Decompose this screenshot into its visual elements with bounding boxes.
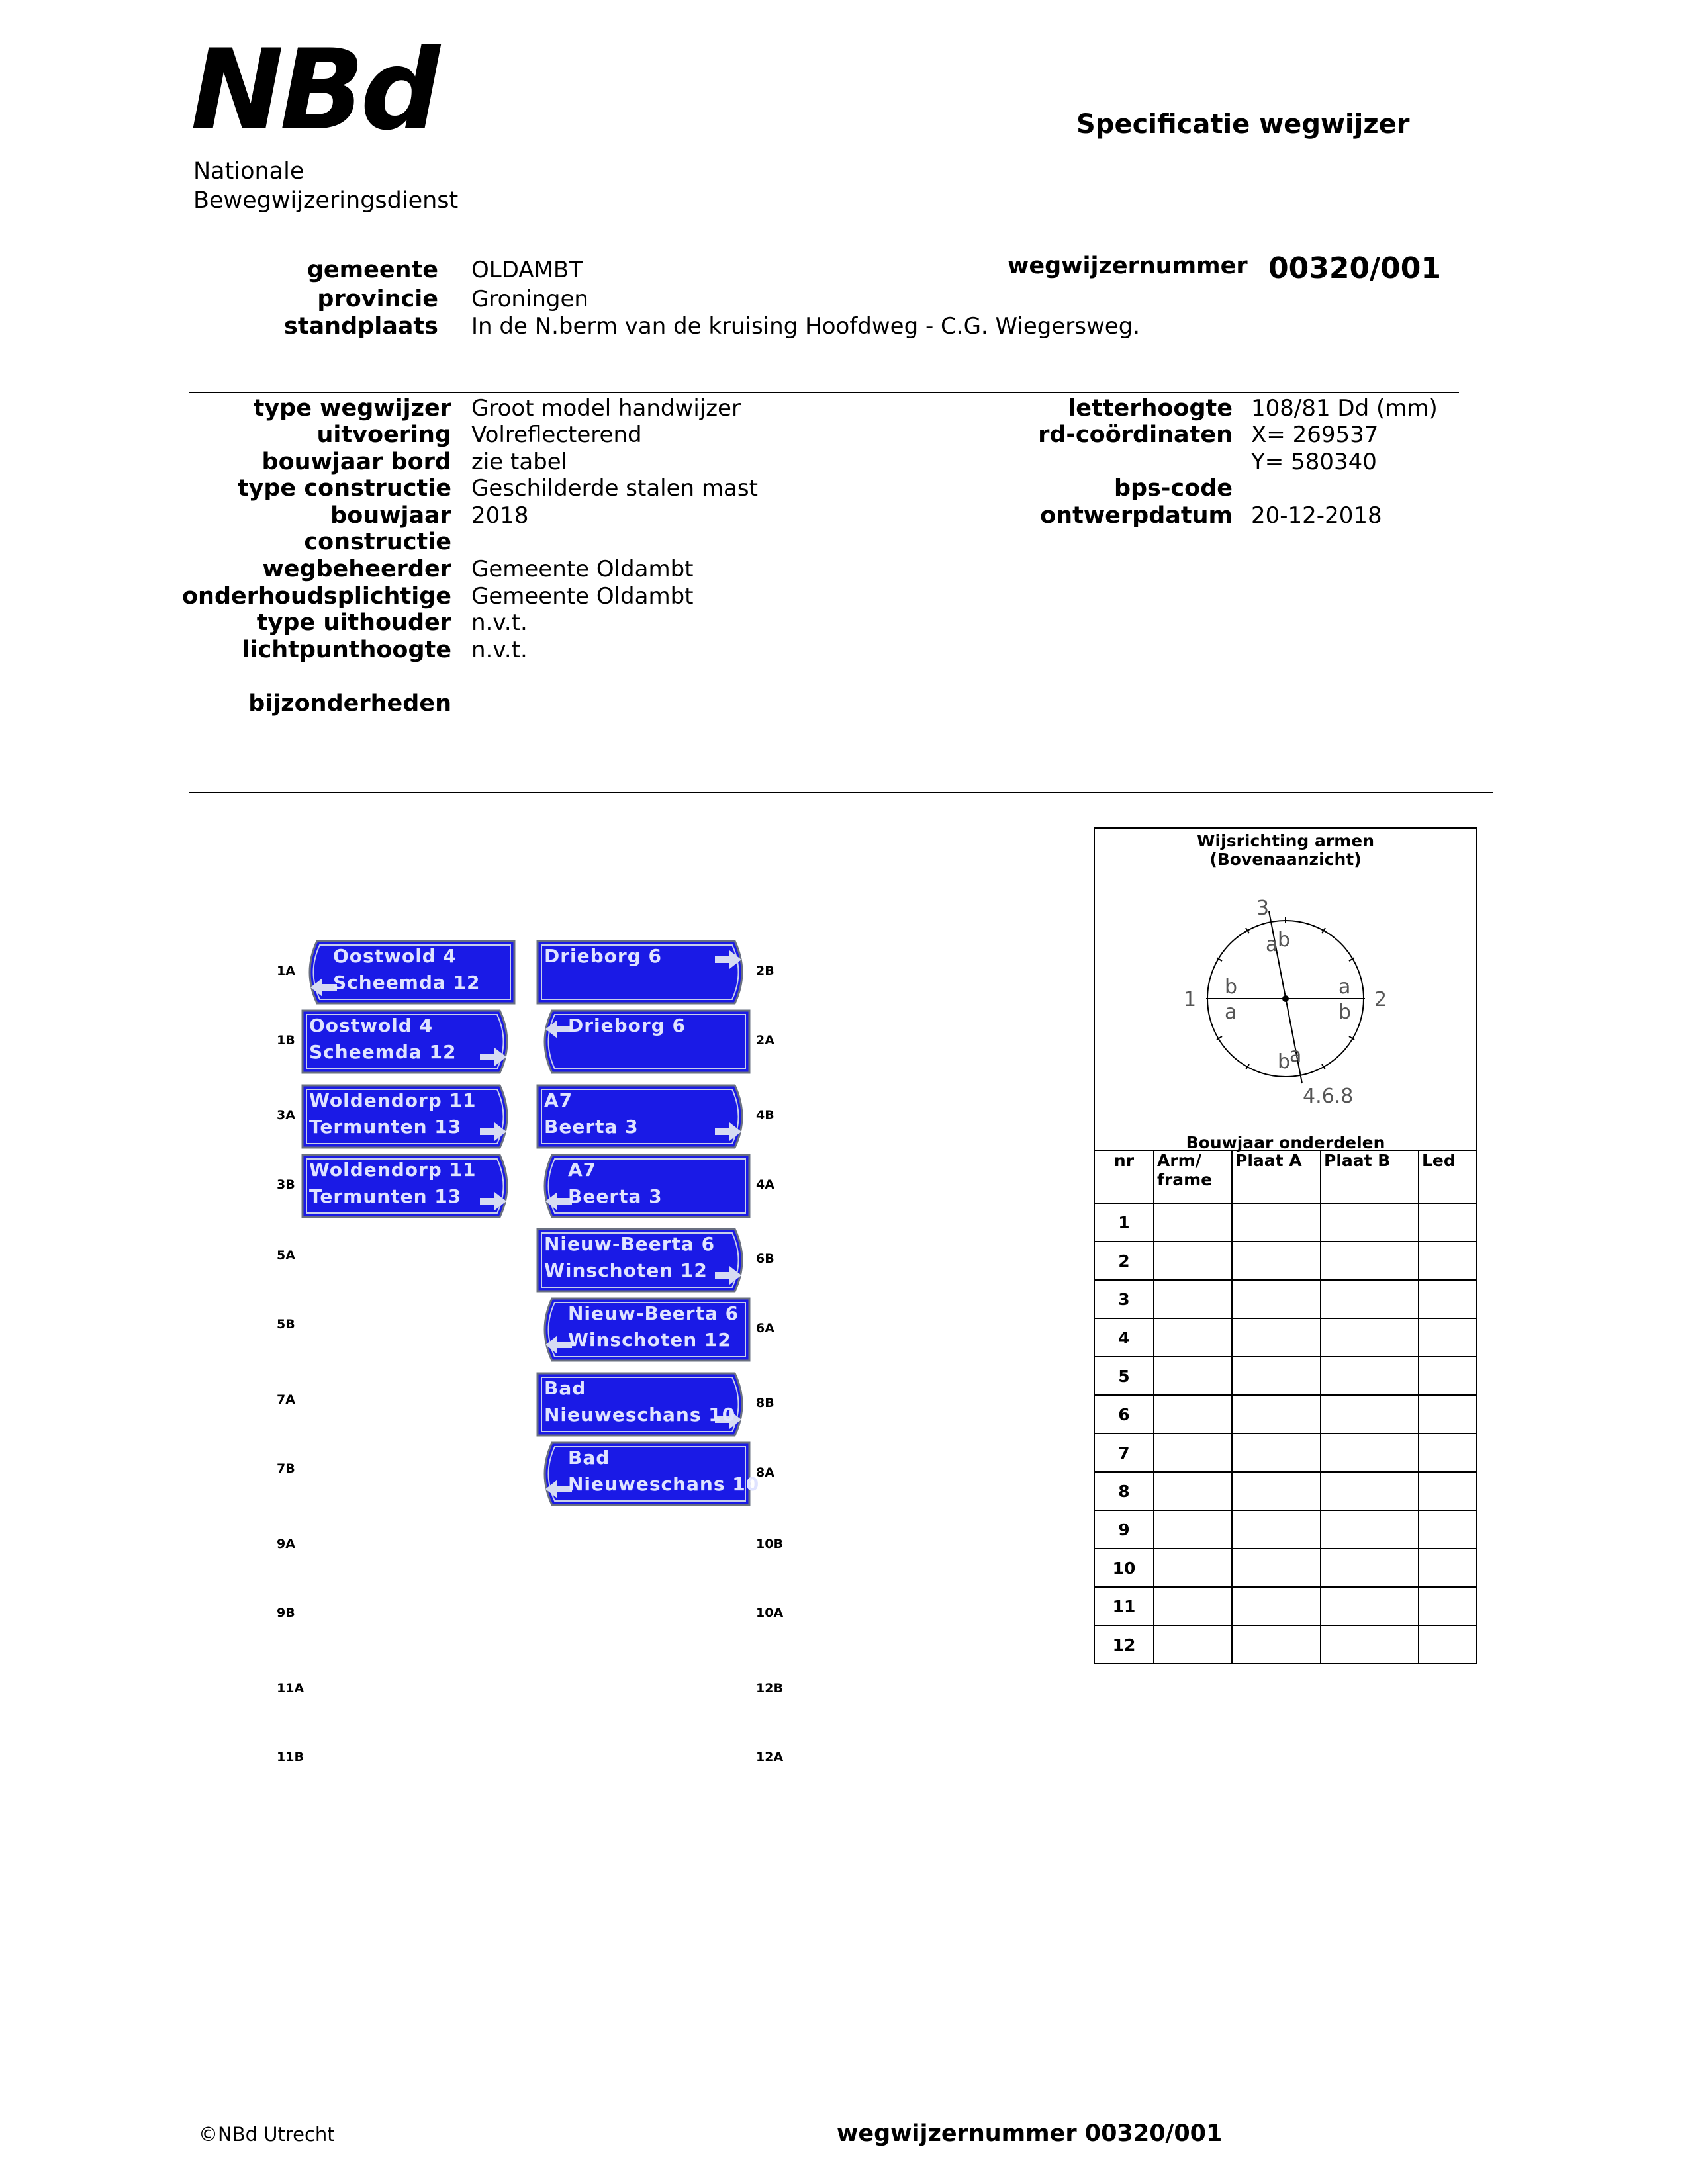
bouwjaar-bord-label: bouwjaar bord — [261, 449, 451, 475]
sign-2a — [536, 1009, 751, 1074]
bps-code-label: bps-code — [1113, 475, 1233, 502]
onderhoudsplichtige-label: onderhoudsplichtige — [181, 583, 451, 610]
sign-line-2: Nieuweschans 10 — [544, 1404, 736, 1426]
document-title: Specificatie wegwijzer — [1076, 109, 1410, 140]
onderhoudsplichtige-value: Gemeente Oldambt — [471, 583, 694, 610]
sign-label-1b: 1B — [277, 1033, 295, 1048]
plaat-b-cell — [1321, 1472, 1419, 1510]
bouwjaar-constructie-label-2: constructie — [304, 529, 451, 555]
arm-frame-cell — [1154, 1510, 1232, 1549]
compass-4b: b — [1278, 1050, 1291, 1073]
slot-label-9b: 9B — [277, 1606, 295, 1620]
compass-arm-468: 4.6.8 — [1303, 1085, 1354, 1108]
arm-frame-cell — [1154, 1625, 1232, 1664]
th-arm-frame: Arm/ frame — [1154, 1150, 1232, 1203]
arm-frame-cell — [1154, 1318, 1232, 1357]
th-plaat-b: Plaat B — [1321, 1150, 1419, 1203]
arm-frame-cell — [1154, 1203, 1232, 1242]
slot-label-11b: 11B — [277, 1750, 304, 1764]
sign-label-2b: 2B — [756, 964, 774, 978]
plaat-b-cell — [1321, 1318, 1419, 1357]
sign-4b — [536, 1084, 751, 1149]
led-cell — [1419, 1280, 1477, 1318]
sign-6a — [536, 1297, 751, 1362]
plaat-a-cell — [1232, 1433, 1321, 1472]
sign-line-2: Winschoten 12 — [544, 1259, 708, 1281]
arm-frame-cell — [1154, 1357, 1232, 1395]
arm-frame-cell — [1154, 1587, 1232, 1625]
wegwijzernummer-label: wegwijzernummer — [1008, 253, 1248, 279]
bouwjaar-row — [1094, 1318, 1477, 1357]
sign-line-2: Winschoten 12 — [568, 1329, 731, 1351]
logo-line2: Bewegwijzeringsdienst — [193, 187, 459, 214]
sign-line-1: Woldendorp 11 — [309, 1089, 477, 1111]
provincie-value: Groningen — [471, 286, 588, 312]
sign-line-2: Beerta 3 — [544, 1116, 639, 1138]
compass-3b: b — [1278, 929, 1291, 952]
sign-line-1: Nieuw-Beerta 6 — [544, 1233, 716, 1255]
plaat-a-cell — [1232, 1510, 1321, 1549]
wegbeheerder-value: Gemeente Oldambt — [471, 556, 694, 582]
led-cell — [1419, 1625, 1477, 1664]
type-wegwijzer-value: Groot model handwijzer — [471, 395, 741, 422]
slot-label-7a: 7A — [277, 1392, 295, 1407]
type-constructie-value: Geschilderde stalen mast — [471, 475, 758, 502]
plaat-b-cell — [1321, 1549, 1419, 1587]
sign-3b — [301, 1154, 516, 1218]
led-cell — [1419, 1587, 1477, 1625]
slot-label-5b: 5B — [277, 1317, 295, 1332]
bouwjaar-row — [1094, 1280, 1477, 1318]
sign-label-3a: 3A — [277, 1108, 295, 1122]
nr: 9 — [1094, 1510, 1154, 1549]
bouwjaar-bord-value: zie tabel — [471, 449, 568, 475]
led-cell — [1419, 1395, 1477, 1433]
compass-1b: b — [1225, 976, 1238, 999]
type-wegwijzer-label: type wegwijzer — [253, 395, 451, 422]
sign-6b — [536, 1228, 751, 1293]
plaat-a-cell — [1232, 1587, 1321, 1625]
bouwjaar-row — [1094, 1587, 1477, 1625]
compass-arm-3: 3 — [1256, 897, 1270, 920]
compass-title: Wijsrichting armen — [1196, 831, 1375, 850]
arm-frame-cell — [1154, 1472, 1232, 1510]
uitvoering-value: Volreflecterend — [471, 422, 642, 448]
standplaats-value: In de N.berm van de kruising Hoofdweg - C.G. Wiegersweg. — [471, 313, 1141, 340]
th-plaat-a: Plaat A — [1232, 1150, 1321, 1203]
letterhoogte-label: letterhoogte — [1068, 395, 1233, 422]
plaat-a-cell — [1232, 1242, 1321, 1280]
sign-line-1: A7 — [544, 1089, 573, 1111]
lichtpunthoogte-label: lichtpunthoogte — [242, 637, 451, 663]
compass-3a: a — [1266, 933, 1278, 956]
sign-label-8a: 8A — [756, 1465, 774, 1480]
sign-label-6a: 6A — [756, 1321, 774, 1336]
sign-line-1: Woldendorp 11 — [309, 1159, 477, 1181]
footer-wegwijzernummer: wegwijzernummer 00320/001 — [837, 2120, 1223, 2147]
sign-label-8b: 8B — [756, 1396, 774, 1410]
bouwjaar-row — [1094, 1549, 1477, 1587]
arm-frame-cell — [1154, 1433, 1232, 1472]
sign-label-2a: 2A — [756, 1033, 774, 1048]
sign-line-2: Termunten 13 — [309, 1185, 462, 1207]
led-cell — [1419, 1510, 1477, 1549]
th-nr: nr — [1094, 1150, 1154, 1203]
nr: 3 — [1094, 1280, 1154, 1318]
arm-frame-cell — [1154, 1280, 1232, 1318]
bouwjaar-row — [1094, 1242, 1477, 1280]
nr: 7 — [1094, 1433, 1154, 1472]
led-cell — [1419, 1472, 1477, 1510]
rd-coordinaten-label: rd-coördinaten — [1038, 422, 1233, 448]
nr: 2 — [1094, 1242, 1154, 1280]
plaat-b-cell — [1321, 1203, 1419, 1242]
sign-2b — [536, 940, 751, 1005]
led-cell — [1419, 1318, 1477, 1357]
sign-line-1: Drieborg 6 — [544, 945, 662, 967]
plaat-b-cell — [1321, 1242, 1419, 1280]
led-cell — [1419, 1203, 1477, 1242]
plaat-a-cell — [1232, 1280, 1321, 1318]
sign-line-2: Nieuweschans 10 — [568, 1473, 760, 1495]
divider-top — [189, 392, 1459, 393]
sign-line-2: Beerta 3 — [568, 1185, 663, 1207]
arm-frame-cell — [1154, 1549, 1232, 1587]
lichtpunthoogte-value: n.v.t. — [471, 637, 528, 663]
plaat-a-cell — [1232, 1395, 1321, 1433]
plaat-a-cell — [1232, 1549, 1321, 1587]
slot-label-11a: 11A — [277, 1681, 305, 1696]
nr: 12 — [1094, 1625, 1154, 1664]
sign-label-3b: 3B — [277, 1177, 295, 1192]
nr: 4 — [1094, 1318, 1154, 1357]
divider-middle — [189, 792, 1493, 793]
led-cell — [1419, 1357, 1477, 1395]
nr: 1 — [1094, 1203, 1154, 1242]
type-uithouder-label: type uithouder — [256, 610, 451, 636]
wegwijzernummer-value: 00320/001 — [1268, 251, 1441, 285]
slot-label-10a: 10A — [756, 1606, 784, 1620]
provincie-label: provincie — [317, 286, 438, 312]
sign-1b — [301, 1009, 516, 1074]
led-cell — [1419, 1242, 1477, 1280]
sign-line-1: A7 — [568, 1159, 597, 1181]
bouwjaar-row — [1094, 1203, 1477, 1242]
compass-1a: a — [1225, 1001, 1237, 1024]
sign-3a — [301, 1084, 516, 1149]
sign-label-4a: 4A — [756, 1177, 774, 1192]
slot-label-12b: 12B — [756, 1681, 783, 1696]
slot-label-9a: 9A — [277, 1537, 295, 1551]
bijzonderheden-label: bijzonderheden — [248, 690, 451, 717]
bouwjaar-table — [1094, 1150, 1477, 1664]
plaat-b-cell — [1321, 1280, 1419, 1318]
plaat-b-cell — [1321, 1587, 1419, 1625]
wegbeheerder-label: wegbeheerder — [262, 556, 451, 582]
sign-label-1a: 1A — [277, 964, 295, 978]
compass-4a: a — [1289, 1044, 1302, 1067]
sign-line-1: Oostwold 4 — [309, 1015, 434, 1036]
letterhoogte-value: 108/81 Dd (mm) — [1251, 395, 1438, 422]
logo-line1: Nationale — [193, 158, 305, 185]
compass-diagram — [1095, 829, 1476, 1152]
bouwjaar-title: Bouwjaar onderdelen — [1186, 1133, 1385, 1152]
arm-frame-cell — [1154, 1395, 1232, 1433]
led-cell — [1419, 1433, 1477, 1472]
gemeente-label: gemeente — [306, 257, 438, 283]
ontwerpdatum-label: ontwerpdatum — [1040, 502, 1233, 529]
nr: 5 — [1094, 1357, 1154, 1395]
sign-line-1: Nieuw-Beerta 6 — [568, 1302, 739, 1324]
plaat-a-cell — [1232, 1625, 1321, 1664]
bouwjaar-row — [1094, 1472, 1477, 1510]
plaat-a-cell — [1232, 1472, 1321, 1510]
plaat-b-cell — [1321, 1625, 1419, 1664]
nr: 6 — [1094, 1395, 1154, 1433]
type-uithouder-value: n.v.t. — [471, 610, 528, 636]
th-led: Led — [1419, 1150, 1477, 1203]
compass-2b: b — [1338, 1001, 1352, 1024]
sign-line-2: Scheemda 12 — [309, 1041, 457, 1063]
sign-label-4b: 4B — [756, 1108, 774, 1122]
nr: 10 — [1094, 1549, 1154, 1587]
nr: 8 — [1094, 1472, 1154, 1510]
slot-label-10b: 10B — [756, 1537, 783, 1551]
rd-x-value: X= 269537 — [1251, 422, 1379, 448]
sign-line-1: Oostwold 4 — [333, 945, 457, 967]
compass-arm-1: 1 — [1184, 988, 1197, 1011]
plaat-b-cell — [1321, 1357, 1419, 1395]
uitvoering-label: uitvoering — [316, 422, 451, 448]
sign-line-1: Bad — [568, 1447, 610, 1469]
sign-line-1: Drieborg 6 — [568, 1015, 686, 1036]
rd-y-value: Y= 580340 — [1251, 449, 1377, 475]
plaat-b-cell — [1321, 1433, 1419, 1472]
type-constructie-label: type constructie — [237, 475, 451, 502]
plaat-b-cell — [1321, 1510, 1419, 1549]
slot-label-12a: 12A — [756, 1750, 784, 1764]
sign-line-2: Termunten 13 — [309, 1116, 462, 1138]
footer-copyright: ©NBd Utrecht — [199, 2123, 335, 2146]
plaat-a-cell — [1232, 1318, 1321, 1357]
sign-line-2: Scheemda 12 — [333, 972, 481, 993]
bouwjaar-row — [1094, 1510, 1477, 1549]
sign-4a — [536, 1154, 751, 1218]
bouwjaar-constructie-value: 2018 — [471, 502, 529, 529]
standplaats-label: standplaats — [283, 313, 438, 340]
compass-2a: a — [1338, 976, 1351, 999]
plaat-a-cell — [1232, 1203, 1321, 1242]
bouwjaar-row — [1094, 1357, 1477, 1395]
plaat-b-cell — [1321, 1395, 1419, 1433]
compass-box — [1094, 827, 1477, 1152]
slot-label-5a: 5A — [277, 1248, 295, 1263]
led-cell — [1419, 1549, 1477, 1587]
nr: 11 — [1094, 1587, 1154, 1625]
bouwjaar-row — [1094, 1433, 1477, 1472]
bouwjaar-constructie-label: bouwjaar — [330, 502, 451, 529]
sign-1a — [301, 940, 516, 1005]
sign-line-1: Bad — [544, 1377, 586, 1399]
bouwjaar-row — [1094, 1395, 1477, 1433]
compass-subtitle: (Bovenaanzicht) — [1209, 850, 1362, 869]
gemeente-value: OLDAMBT — [471, 257, 583, 283]
slot-label-7b: 7B — [277, 1461, 295, 1476]
sign-label-6b: 6B — [756, 1251, 774, 1266]
arm-frame-cell — [1154, 1242, 1232, 1280]
bouwjaar-row — [1094, 1625, 1477, 1664]
ontwerpdatum-value: 20-12-2018 — [1251, 502, 1382, 529]
compass-arm-2: 2 — [1374, 988, 1387, 1011]
plaat-a-cell — [1232, 1357, 1321, 1395]
sign-8a — [536, 1441, 760, 1506]
logo-mark: NBd — [191, 25, 436, 155]
sign-8b — [536, 1372, 751, 1437]
